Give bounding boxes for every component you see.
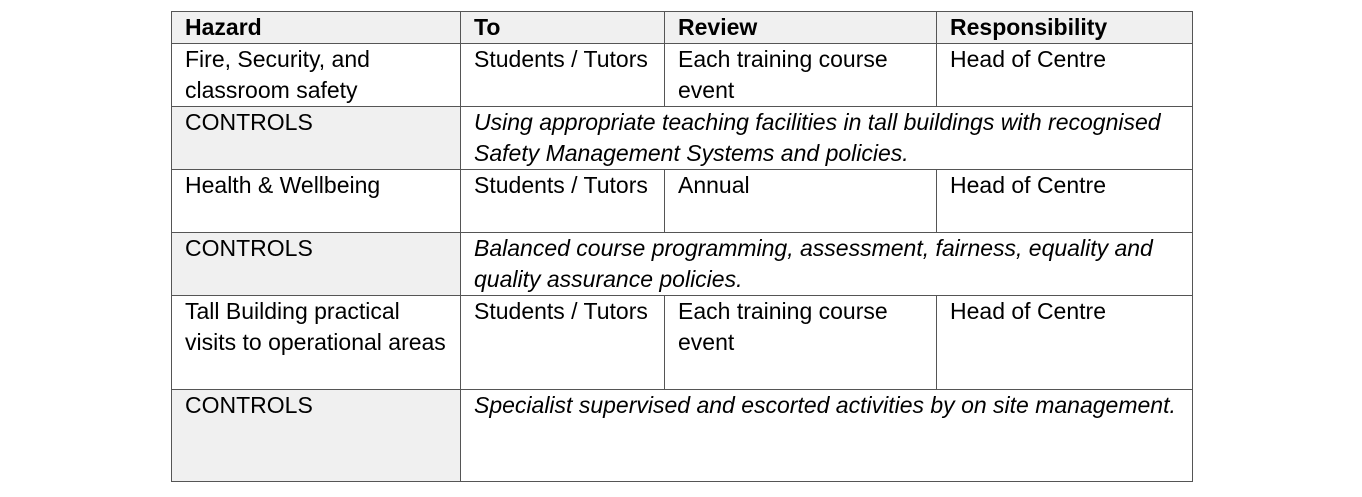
controls-text: Specialist supervised and escorted activities by on site management. [461,390,1193,482]
controls-label: CONTROLS [172,107,461,170]
controls-text: Balanced course programming, assessment, fairness, equality and quality assurance policies. [461,233,1193,296]
controls-label: CONTROLS [172,233,461,296]
hazard-cell: Tall Building practical visits to operational areas [172,296,461,390]
review-cell: Annual [665,170,937,233]
hazard-cell: Health & Wellbeing [172,170,461,233]
hazard-cell: Fire, Security, and classroom safety [172,44,461,107]
review-cell: Each training course event [665,296,937,390]
header-row [172,12,1193,44]
to-cell: Students / Tutors [461,44,665,107]
responsibility-cell: Head of Centre [937,296,1193,390]
to-cell: Students / Tutors [461,170,665,233]
controls-label: CONTROLS [172,390,461,482]
responsibility-cell: Head of Centre [937,44,1193,107]
hazard-table [171,11,1193,482]
review-cell: Each training course event [665,44,937,107]
to-cell: Students / Tutors [461,296,665,390]
responsibility-cell: Head of Centre [937,170,1193,233]
controls-text: Using appropriate teaching facilities in tall buildings with recognised Safety Management Systems and policies. [461,107,1193,170]
controls-row [172,107,1193,170]
table-row [172,170,1193,233]
header-hazard: Hazard [172,12,461,44]
header-to: To [461,12,665,44]
table-row [172,44,1193,107]
table-row [172,296,1193,390]
header-review: Review [665,12,937,44]
header-responsibility: Responsibility [937,12,1193,44]
controls-row [172,233,1193,296]
controls-row [172,390,1193,482]
